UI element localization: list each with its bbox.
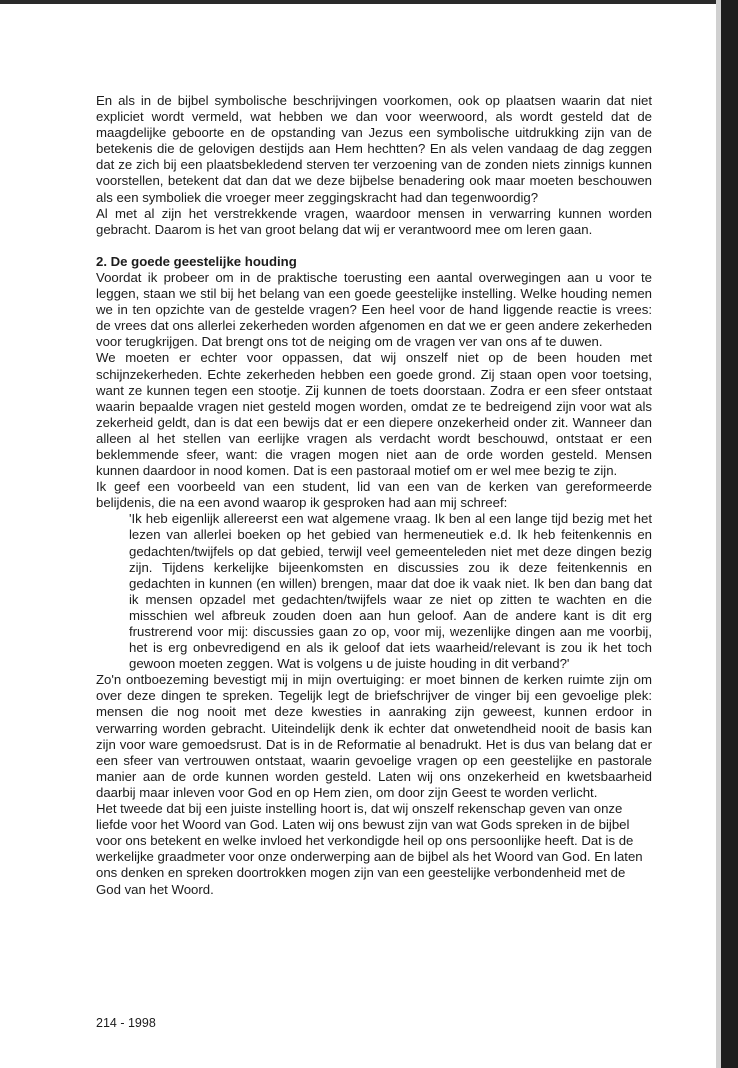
paragraph-6: Zo'n ontboezeming bevestigt mij in mijn overtuiging: er moet binnen de kerken ruimte zijn om over deze dingen te spreken. Tegelijk legt de briefschrijver de vinger bij een gevoelige plek: mensen die nog nooit met deze kwesties in aanraking zijn geweest, kunnen erdoor in verwarring worden gebracht. Uiteindelijk denk ik echter dat onwetendheid nooit de basis kan zijn voor ware gemoedsrust. Dat is in de Reformatie al benadrukt. Het is dus van belang dat er een sfeer van vertrouwen ontstaat, waarin gevoelige vragen op een geestelijke en pastorale manier aan de orde kunnen worden gesteld. Laten wij ons onzekerheid en kwetsbaarheid daarbij maar inleven voor God en op Hem zien, om door zijn Geest te worden verlicht. bbox=[96, 672, 652, 800]
paragraph-4: We moeten er echter voor oppassen, dat wij onszelf niet op de been houden met schijnzekerheden. Echte zekerheden hebben een goede grond. Zij staan open voor toetsing, want ze kunnen tegen een stootje. Zij kunnen de toets doorstaan. Zodra er een sfeer ontstaat waarin bepaalde vragen niet gesteld mogen worden, omdat ze te bedreigend zijn voor wat als zekerheid geldt, dan is dat een bewijs dat er een diepere onzekerheid onder zit. Wanneer dan alleen al het stellen van eerlijke vragen als verdacht wordt beschouwd, ontstaat er een beklemmende sfeer, want: die vragen mogen niet aan de orde worden gesteld. Mensen kunnen daardoor in nood komen. Dat is een pastoraal motief om er wel mee bezig te zijn. bbox=[96, 350, 652, 479]
page-body bbox=[96, 93, 652, 898]
page-number: 214 - 1998 bbox=[96, 1016, 156, 1030]
paragraph-2: Al met al zijn het verstrekkende vragen, waardoor mensen in verwarring kunnen worden gebracht. Daarom is het van groot belang dat wij er verantwoord mee om leren gaan. bbox=[96, 205, 652, 237]
paragraph-1: En als in de bijbel symbolische beschrijvingen voorkomen, ook op plaatsen waarin dat niet expliciet wordt vermeld, wat hebben we dan voor weerwoord, als wordt gesteld dat de maagdelijke geboorte en de opstanding van Jezus een symbolische uitdrukking zijn van de betekenis die de gelovigen destijds aan Hem hechtten? En als velen vandaag de dag zeggen dat ze zich bij een plaatsbekledend sterven ter verzoening van de zonden niets zinnigs kunnen voorstellen, betekent dat dan dat we deze bijbelse benadering ook maar moeten beschouwen als een symboliek die vroeger meer zeggingskracht had dan tegenwoordig? bbox=[96, 93, 652, 205]
page-top-edge bbox=[0, 0, 738, 4]
page-right-edge bbox=[721, 0, 738, 1068]
section-spacer bbox=[96, 238, 652, 254]
paragraph-5: Ik geef een voorbeeld van een student, lid van een van de kerken van gereformeerde belijdenis, die na een avond waarop ik gesproken had aan mij schreef: bbox=[96, 479, 652, 511]
paragraph-3: Voordat ik probeer om in de praktische toerusting een aantal overwegingen aan u voor te leggen, staan we stil bij het belang van een goede geestelijke instelling. Welke houding nemen we in ten opzichte van de gestelde vragen? Een heel voor de hand liggende reactie is vrees: de vrees dat ons allerlei zekerheden worden afgenomen en dat we er geen andere zekerheden voor terugkrijgen. Dat brengt ons tot de neiging om de vragen ver van ons af te duwen. bbox=[96, 269, 652, 350]
section-heading: 2. De goede geestelijke houding bbox=[96, 253, 297, 269]
quoted-letter: 'Ik heb eigenlijk allereerst een wat algemene vraag. Ik ben al een lange tijd bezig met het lezen van allerlei boeken op het gebied van hermeneutiek e.d. Ik heb feitenkennis en gedachten/twijfels op dat gebied, terwijl veel gemeenteleden niet met deze dingen bezig zijn. Tijdens kerkelijke bijeenkomsten en discussies zou ik deze feitenkennis en gedachten in kunnen (en willen) brengen, maar dat doe ik vaak niet. Ik ben dan bang dat ik mensen opzadel met gedachten/twijfels waar ze niet op zitten te wachten en die misschien wel afbreuk zouden doen aan hun geloof. Aan de andere kant is dit erg frustrerend voor mij: discussies gaan zo op, voor mij, wezenlijke dingen aan me voorbij, het is erg onbevredigend en als ik geloof dat iets waarheid/relevant is zou ik het toch gewoon moeten zeggen. Wat is volgens u de juiste houding in dit verband?' bbox=[129, 511, 652, 672]
paragraph-7: Het tweede dat bij een juiste instelling hoort is, dat wij onszelf rekenschap geven van onze liefde voor het Woord van God. Laten wij ons bewust zijn van wat Gods spreken in de bijbel voor ons betekent en welke invloed het verkondigde heil op ons persoonlijke heeft. Dat is de werkelijke graadmeter voor onze onderwerping aan de bijbel als het Woord van God. En laten ons denken en spreken doortrokken mogen zijn van een geestelijke verbondenheid met de God van het Woord. bbox=[96, 801, 643, 897]
